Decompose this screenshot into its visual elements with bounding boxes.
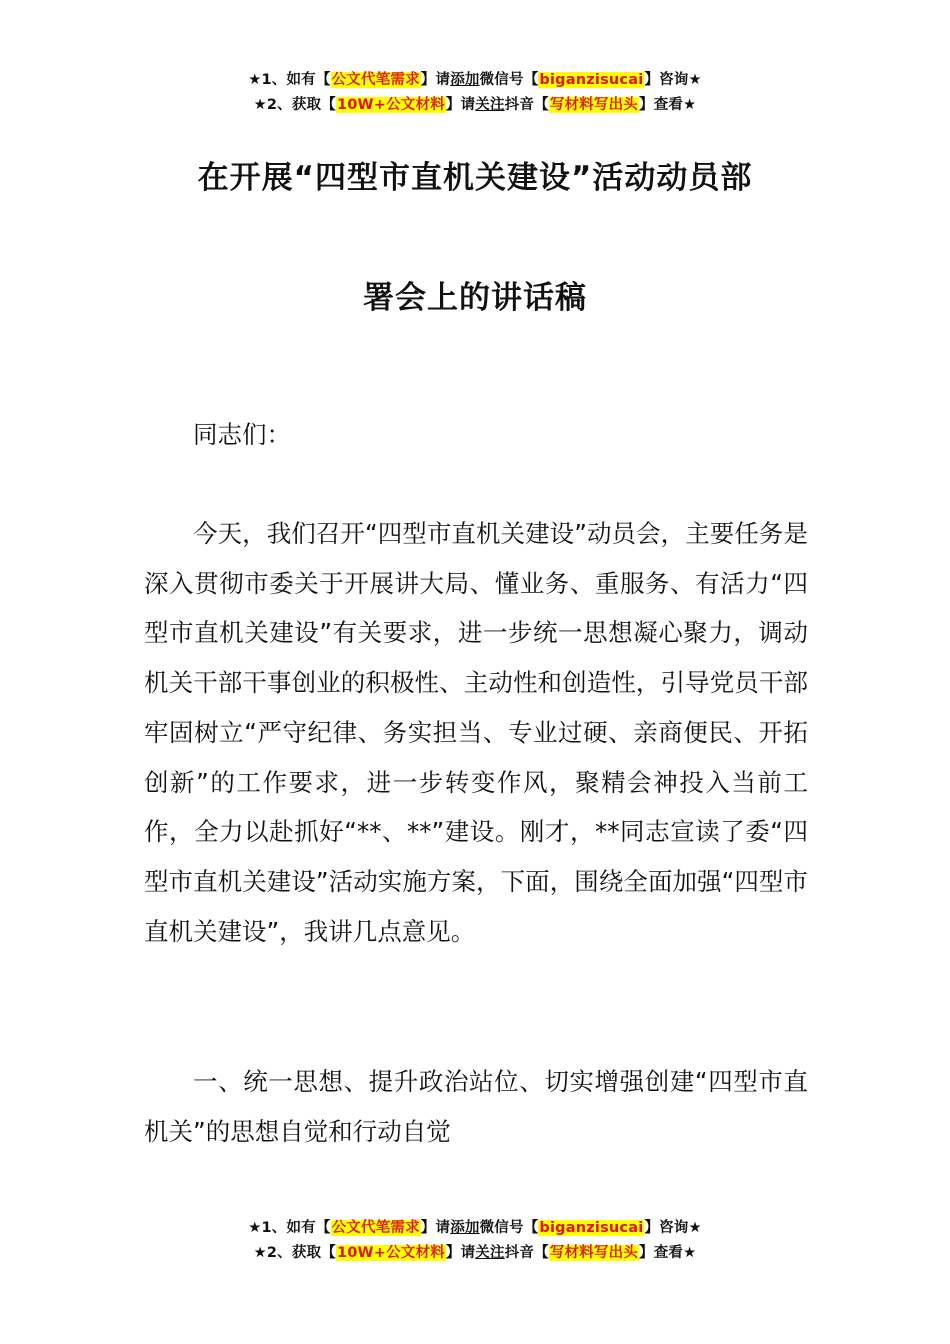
paragraph-text: 今天，我们召开“四型市直机关建设”动员会，主要任务是深入贯彻市委关于开展讲大局、懂业务、重服务、有活力“四型市直机关建设”有关要求，进一步统一思想凝心聚力，调动机关干部干事创业的积极性、主动性和创造性，引导党员干部牢固树立“严守纪律、务实担当、专业过硬、亲商便民、开拓创新”的工作要求，进一步转变作风，聚精会神投入当前工作，全力以赴抓好“**、**”建设。刚才，**同志宣读了委“四型市直机关建设”活动实施方案，下面，围绕全面加强“四型市直机关建设”，我讲几点意见。 [144,519,808,946]
promo-text: 抖音【 [504,1245,549,1261]
promo-douyin-account: 写材料写出头 [549,97,639,113]
promo-line-1 [0,1216,950,1241]
promo-underlined-text: 关注 [475,1245,505,1261]
promo-douyin-account: 写材料写出头 [549,1245,639,1261]
promo-text: 】查看★ [639,97,697,113]
promo-highlight: 公文代笔需求 [331,72,420,88]
promo-text: 】请 [420,72,451,88]
promo-underlined-text: 添加 [450,1220,480,1236]
document-title-line-2: 署会上的讲话稿 [363,280,587,316]
body-paragraph [144,509,808,956]
section-heading [144,1057,808,1156]
promo-text: 微信号【 [479,1220,539,1236]
header-promo-banner [0,68,950,118]
promo-text: ★2、获取【 [253,97,336,113]
promo-underlined-text: 添加 [450,72,480,88]
promo-text: 】请 [445,97,476,113]
promo-wechat-id: biganzisucai [539,72,644,88]
promo-line-1 [0,68,950,93]
promo-text: 】咨询★ [644,72,702,88]
promo-text: ★1、如有【 [248,1220,331,1236]
document-title-line-1: 在开展“四型市直机关建设”活动动员部 [197,160,753,196]
promo-highlight: 10W+公文材料 [336,1245,445,1261]
promo-highlight: 公文代笔需求 [331,1220,420,1236]
section-heading-text: 一、统一思想、提升政治站位、切实增强创建“四型市直机关”的思想自觉和行动自觉 [144,1067,808,1146]
promo-text: 】请 [420,1220,451,1236]
promo-underlined-text: 关注 [475,97,505,113]
footer-promo-banner [0,1216,950,1266]
promo-line-2 [0,1241,950,1266]
greeting [144,410,808,460]
promo-text: 】查看★ [639,1245,697,1261]
promo-text: 抖音【 [504,97,549,113]
promo-text: ★1、如有【 [248,72,331,88]
promo-text: 】咨询★ [644,1220,702,1236]
promo-text: ★2、获取【 [253,1245,336,1261]
promo-wechat-id: biganzisucai [539,1220,644,1236]
greeting-text: 同志们： [193,420,291,449]
promo-line-2 [0,93,950,118]
promo-text: 微信号【 [479,72,539,88]
promo-text: 】请 [445,1245,476,1261]
promo-highlight: 10W+公文材料 [336,97,445,113]
